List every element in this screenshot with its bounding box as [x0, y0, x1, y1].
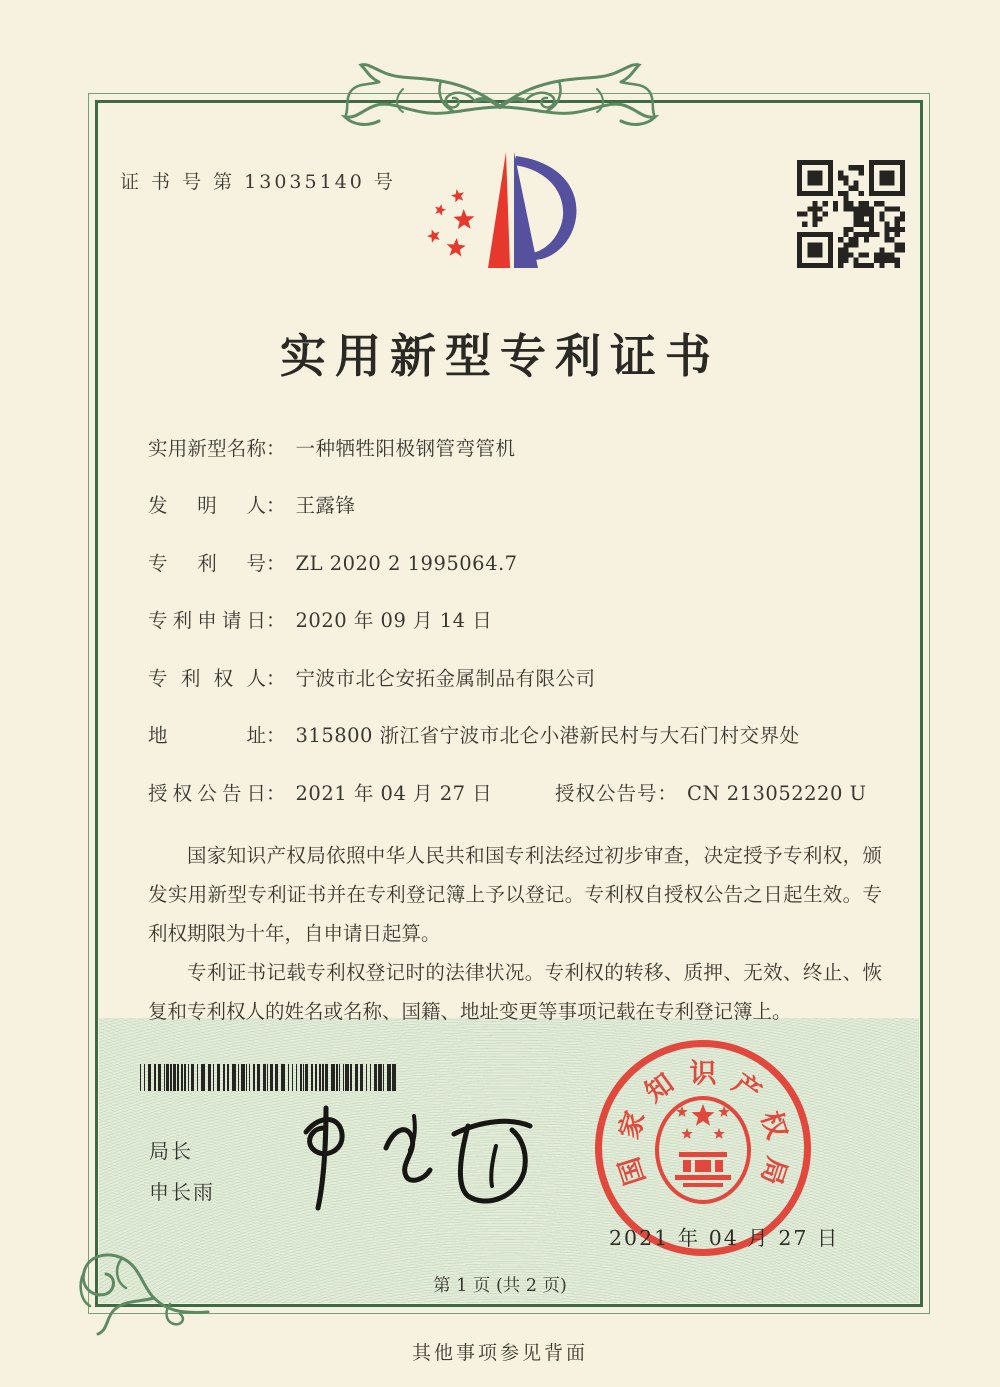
seal-text-char: 家 [613, 1107, 652, 1143]
page-number: 第 1 页 (共 2 页) [433, 1276, 567, 1296]
field-label: 地址 [148, 724, 266, 747]
field-row-patentee [148, 663, 596, 691]
field-row-grant-date [148, 778, 867, 806]
field-row-patent-number [148, 548, 518, 576]
qr-code [797, 160, 905, 268]
field-label: 授权公告日 [148, 782, 266, 805]
colon: ： [266, 609, 286, 632]
director-name: 申长雨 [149, 1180, 215, 1204]
colon: ： [266, 494, 286, 517]
field-value: CN 213052220 U [687, 782, 867, 805]
legal-paragraph-2: 专利证书记载专利权登记时的法律状况。专利权的转移、质押、无效、终止、恢复和专利权人的姓名或名称、国籍、地址变更等事项记载在专利登记簿上。 [148, 961, 882, 1023]
legal-text-block [148, 836, 882, 1031]
colon: ： [266, 552, 286, 575]
colon: ： [266, 724, 286, 747]
field-value: 宁波市北仑安拓金属制品有限公司 [295, 667, 596, 690]
back-side-note: 其他事项参见背面 [411, 1342, 588, 1364]
cnipa-logo [424, 148, 604, 290]
seal-date: 2021 年 04 月 27 日 [609, 1226, 840, 1250]
seal-text-char: 局 [754, 1153, 793, 1189]
director-signature [268, 1090, 538, 1225]
field-label: 专利权人 [148, 667, 266, 690]
field-label: 授权公告号 [555, 782, 658, 805]
field-label: 发明人 [148, 494, 266, 517]
field-value: 2021 年 04 月 27 日 [295, 782, 493, 805]
field-row-utility-model-name [148, 433, 516, 461]
field-label: 专利号 [148, 552, 266, 575]
colon: ： [657, 782, 678, 805]
national-emblem-icon [653, 1090, 753, 1206]
colon: ： [266, 667, 286, 690]
field-label: 专利申请日 [148, 609, 266, 632]
field-row-inventor [148, 490, 356, 518]
barcode [140, 1064, 400, 1091]
seal-text-char: 国 [613, 1153, 652, 1189]
colon: ： [266, 437, 286, 460]
field-value: 2020 年 09 月 14 日 [295, 609, 493, 632]
director-title: 局长 [149, 1139, 193, 1163]
field-value: ZL 2020 2 1995064.7 [295, 552, 518, 575]
seal-text-char: 知 [639, 1067, 680, 1109]
seal-text-char: 权 [754, 1107, 793, 1143]
field-row-filing-date [148, 605, 492, 633]
legal-paragraph-1: 国家知识产权局依照中华人民共和国专利法经过初步审查，决定授予专利权，颁发实用新型专利证书并在专利登记簿上予以登记。专利权自授权公告之日起生效。专利权期限为十年，自申请日起算。 [148, 844, 882, 945]
top-flourish-ornament [333, 55, 667, 139]
field-value: 王露锋 [295, 494, 356, 517]
field-row-address [148, 720, 800, 748]
field-value: 一种牺牲阳极钢管弯管机 [295, 437, 516, 460]
field-label: 实用新型名称 [148, 437, 266, 460]
colon: ： [266, 782, 286, 805]
field-row-grant-number [555, 778, 867, 806]
certificate-number: 证 书 号 第 13035140 号 [120, 171, 396, 193]
seal-text-char: 产 [726, 1067, 767, 1109]
seal-text-char: 识 [689, 1058, 717, 1090]
field-value: 315800 浙江省宁波市北仑小港新民村与大石门村交界处 [295, 724, 800, 747]
certificate-title: 实用新型专利证书 [280, 329, 720, 383]
